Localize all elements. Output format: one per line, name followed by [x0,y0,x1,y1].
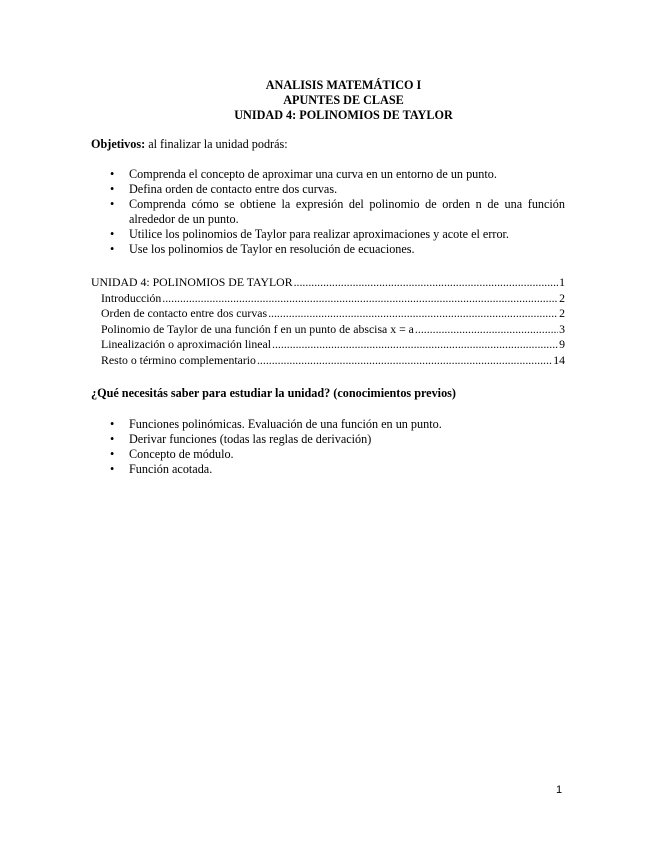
notes-subtitle: APUNTES DE CLASE [283,93,404,107]
toc-entry-title: Linealización o aproximación lineal [101,337,272,351]
prerequisite-item: • Concepto de módulo. [91,447,565,462]
toc-leader-dots [268,306,558,321]
prerequisites-list [91,417,565,477]
prerequisite-item: • Derivar funciones (todas las reglas de derivación) [91,432,565,447]
document-header [0,78,655,123]
toc-entry-page: 2 [559,290,565,305]
toc-leader-dots [162,291,558,306]
toc-entry[interactable] [91,337,565,353]
toc-leader-dots [415,322,558,337]
toc-entry-title: Orden de contacto entre dos curvas [101,306,268,320]
toc-entry-page: 9 [559,337,565,351]
toc-entry-title: Resto o término complementario [101,352,256,367]
toc-entry-page: 1 [559,275,565,289]
toc-entry-page: 3 [559,321,565,336]
prerequisite-item: • Función acotada. [91,462,565,477]
toc-entry-page: 14 [553,352,565,367]
toc-entry-title: UNIDAD 4: POLINOMIOS DE TAYLOR [91,275,293,289]
toc-leader-dots [294,275,559,290]
objectives-text: al finalizar la unidad podrás: [145,137,288,151]
toc-entry[interactable] [91,322,565,338]
toc-entry-page: 2 [559,306,565,320]
objectives-list [91,167,565,257]
objective-item: • Use los polinomios de Taylor en resolución de ecuaciones. [91,242,565,257]
objective-item: • Utilice los polinomios de Taylor para realizar aproximaciones y acote el error. [91,227,565,242]
prerequisites-title: ¿Qué necesitás saber para estudiar la unidad? (conocimientos previos) [91,386,456,400]
toc-entry[interactable] [91,306,565,322]
toc-entry-title: Polinomio de Taylor de una función f en un punto de abscisa x = a [101,321,414,336]
toc-leader-dots [272,337,558,352]
toc-leader-dots [257,353,552,368]
unit-title: UNIDAD 4: POLINOMIOS DE TAYLOR [234,108,453,122]
toc-entry[interactable] [91,353,565,369]
objectives-label: Objetivos: [91,137,146,151]
objective-item: • Comprenda cómo se obtiene la expresión del polinomio de orden n de una función alrededor de un punto. [91,197,565,227]
course-title: ANALISIS MATEMÁTICO I [265,78,422,92]
toc-entry-title: Introducción [101,290,162,305]
toc-entry[interactable] [91,291,565,307]
page-number: 1 [556,784,563,796]
prerequisite-item: • Funciones polinómicas. Evaluación de una función en un punto. [91,417,565,432]
table-of-contents [91,275,565,368]
objective-item: • Defina orden de contacto entre dos curvas. [91,182,565,197]
toc-entry[interactable] [91,275,565,291]
objectives-intro [91,137,288,152]
objective-item: • Comprenda el concepto de aproximar una curva en un entorno de un punto. [91,167,565,182]
